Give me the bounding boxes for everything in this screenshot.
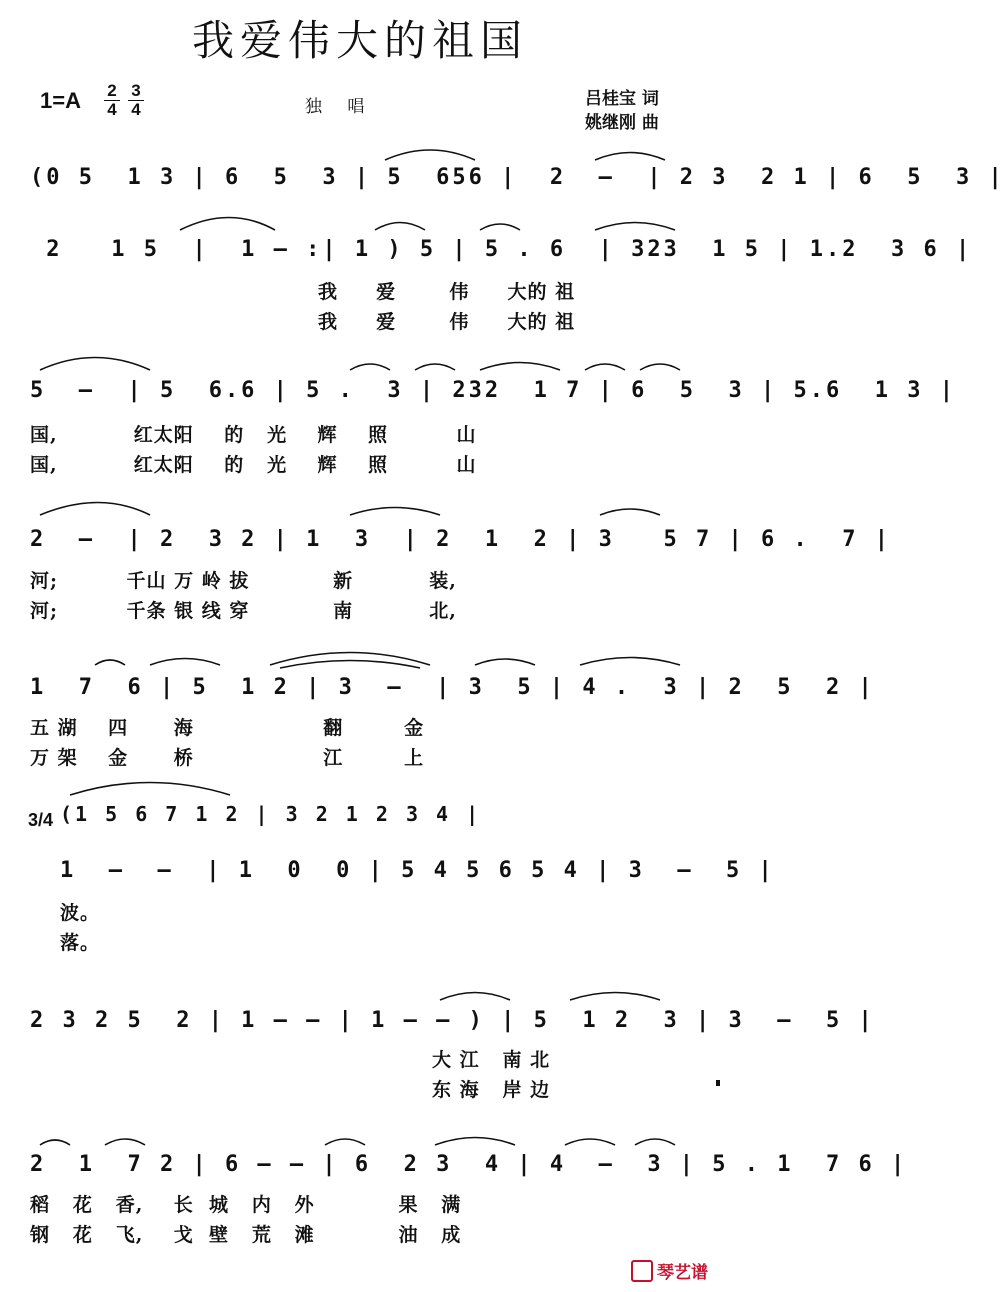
slur-arc bbox=[270, 653, 430, 666]
slur-arc bbox=[385, 150, 475, 160]
composer-credit: 姚继刚 曲 bbox=[585, 113, 659, 133]
lyrics-system-5-verse-1: 五 湖 四 海 翻 金 bbox=[30, 717, 425, 739]
notation-system-8: 2 1 7 2 | 6 — — | 6 2 3 4 | 4 — 3 | 5 . 1 7 6 | bbox=[30, 1152, 908, 1177]
logo-icon bbox=[631, 1260, 653, 1282]
slur-arc bbox=[640, 364, 680, 370]
lyrics-system-5-verse-2: 万 架 金 桥 江 上 bbox=[30, 747, 425, 769]
notation-system-5: 1 7 6 | 5 1 2 | 3 — | 3 5 | 4 . 3 | 2 5 2 | bbox=[30, 675, 875, 700]
lyricist-credit: 吕桂宝 词 bbox=[585, 89, 659, 109]
slur-arc bbox=[600, 509, 660, 515]
slur-arc bbox=[570, 993, 660, 1001]
slur-arc bbox=[415, 364, 455, 370]
song-title: 我爱伟大的祖国 bbox=[191, 16, 528, 65]
notation-system-1: (0 5 1 3 | 6 5 3 | 5 656 | 2 — | 2 3 2 1 | 6 5 3 | bbox=[30, 165, 1005, 190]
lyrics-system-8-verse-1: 稻 花 香, 长 城 内 外 果 满 bbox=[30, 1194, 462, 1216]
slur-arc bbox=[350, 508, 440, 516]
slur-arc bbox=[40, 1140, 70, 1145]
slur-arc bbox=[440, 993, 510, 1001]
notation-system-4: 2 — | 2 3 2 | 1 3 | 2 1 2 | 3 5 7 | 6 . 7 | bbox=[30, 527, 891, 552]
slur-arc bbox=[595, 223, 675, 231]
lyrics-system-7-verse-1: 大 江 南 北 bbox=[432, 1049, 551, 1071]
meter-denominator: 4 bbox=[107, 100, 117, 119]
slur-arc bbox=[180, 218, 275, 231]
lyrics-system-2-verse-2: 我 爱 伟 大的 祖 bbox=[318, 311, 576, 333]
slur-arc bbox=[40, 358, 150, 371]
slur-arc bbox=[475, 659, 535, 665]
notation-system-6: 1 — — | 1 0 0 | 5 4 5 6 5 4 | 3 — 5 | bbox=[60, 858, 775, 883]
meter-denominator: 4 bbox=[131, 100, 141, 119]
slur-arc bbox=[70, 783, 230, 796]
edge-mark bbox=[716, 1080, 720, 1086]
slur-arc bbox=[580, 658, 680, 666]
notation-system-3: 5 — | 5 6.6 | 5 . 3 | 232 1 7 | 6 5 3 | 5.6 1 3 | bbox=[30, 378, 956, 403]
time-signature-change: 3/4 bbox=[28, 810, 54, 830]
slur-arc bbox=[595, 153, 665, 161]
lyrics-system-2-verse-1: 我 爱 伟 大的 祖 bbox=[318, 281, 576, 303]
slur-arc bbox=[585, 364, 625, 370]
slur-arc bbox=[325, 1139, 365, 1145]
slur-arc bbox=[280, 661, 420, 669]
slur-arc bbox=[435, 1138, 515, 1146]
lyrics-system-8-verse-2: 钢 花 飞, 戈 壁 荒 滩 油 成 bbox=[30, 1224, 462, 1246]
performance-type: 独 唱 bbox=[305, 97, 375, 117]
lyrics-system-6-verse-1: 波。 bbox=[60, 902, 101, 924]
logo-text: 琴艺谱 bbox=[657, 1263, 708, 1283]
notation-system-2: 2 1 5 | 1 — :| 1 ) 5 | 5 . 6 | 323 1 5 | 1.2 3 6 | bbox=[30, 237, 973, 262]
slur-arc bbox=[565, 1139, 615, 1145]
lyrics-system-3-verse-1: 国, 红太阳 的 光 辉 照 山 bbox=[30, 424, 477, 446]
lyrics-system-7-verse-2: 东 海 岸 边 bbox=[432, 1079, 551, 1101]
lyrics-system-6-verse-2: 落。 bbox=[60, 932, 101, 954]
lyrics-system-3-verse-2: 国, 红太阳 的 光 辉 照 山 bbox=[30, 454, 477, 476]
slur-arc bbox=[105, 1139, 145, 1145]
meter-numerator: 3 bbox=[128, 82, 144, 101]
slur-arc bbox=[480, 363, 560, 371]
key-signature: 1=A bbox=[40, 88, 81, 113]
slur-arc bbox=[375, 223, 425, 231]
slur-arc bbox=[95, 660, 125, 665]
slur-arc bbox=[40, 503, 150, 516]
slur-arc bbox=[635, 1139, 675, 1145]
notation-interlude: (1 5 6 7 1 2 | 3 2 1 2 3 4 | bbox=[60, 802, 482, 826]
lyrics-system-4-verse-2: 河; 千条 银 线 穿 南 北, bbox=[30, 600, 457, 622]
watermark-logo bbox=[631, 1258, 708, 1283]
slur-arc bbox=[350, 364, 390, 370]
notation-system-7: 2 3 2 5 2 | 1 — — | 1 — — ) | 5 1 2 3 | 3 — 5 | bbox=[30, 1008, 875, 1033]
slur-arc bbox=[480, 224, 520, 230]
meter-numerator: 2 bbox=[104, 82, 120, 101]
slur-arc bbox=[150, 659, 220, 666]
lyrics-system-4-verse-1: 河; 千山 万 岭 拔 新 装, bbox=[30, 570, 457, 592]
